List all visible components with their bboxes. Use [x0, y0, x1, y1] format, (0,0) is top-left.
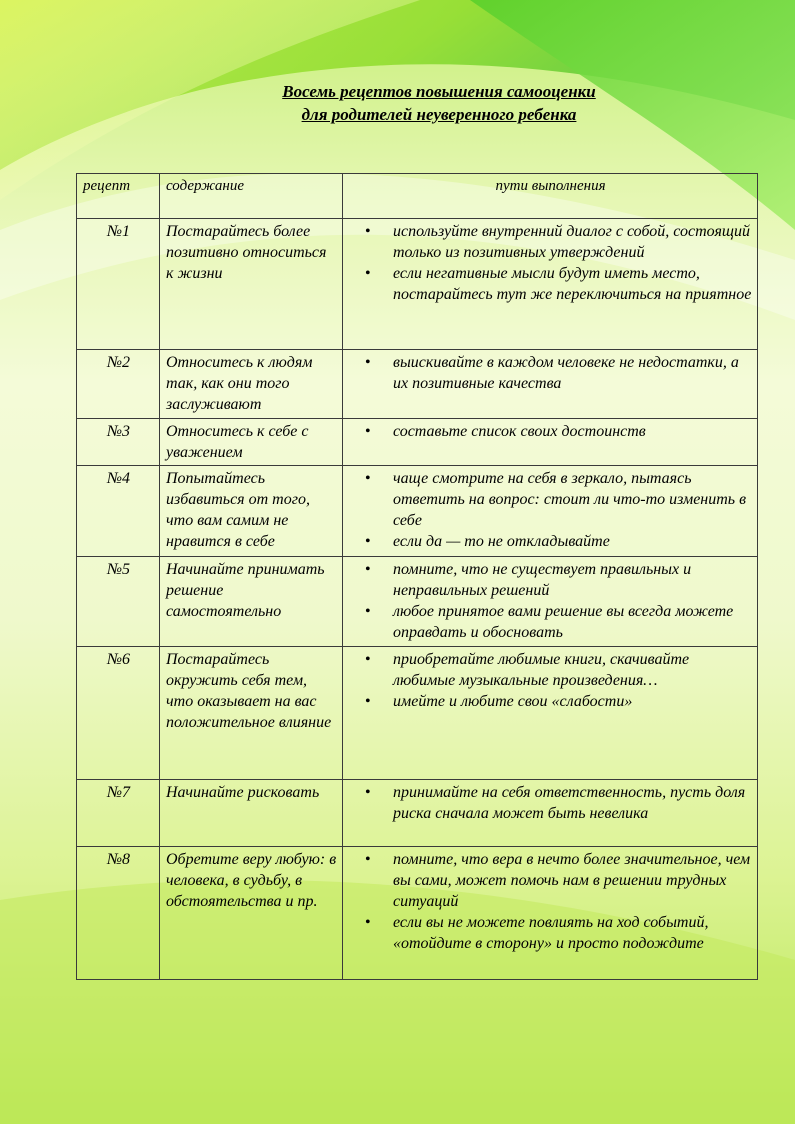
page-title — [0, 80, 795, 126]
header-content: содержание — [160, 174, 343, 219]
list-item: • используйте внутренний диалог с собой, состоящий только из позитивных утверждений — [393, 221, 752, 263]
list-item: • составьте список своих достоинств — [393, 421, 752, 442]
recipe-content: Начинайте рисковать — [160, 780, 343, 847]
header-recipe: рецепт — [77, 174, 160, 219]
recipe-ways — [343, 780, 758, 847]
list-item: • помните, что вера в нечто более значительное, чем вы сами, может помочь нам в решении трудных ситуаций — [393, 849, 752, 912]
recipe-ways — [343, 350, 758, 419]
recipe-content: Относитесь к себе с уважением — [160, 419, 343, 466]
table-row — [77, 350, 758, 419]
recipe-content: Относитесь к людям так, как они того заслуживают — [160, 350, 343, 419]
header-ways: пути выполнения — [343, 174, 758, 219]
recipe-content: Попытайтесь избавиться от того, что вам самим не нравится в себе — [160, 466, 343, 557]
table-row — [77, 780, 758, 847]
recipe-content: Постарайтесь окружить себя тем, что оказывает на вас положительное влияние — [160, 647, 343, 780]
list-item: • любое принятое вами решение вы всегда можете оправдать и обосновать — [393, 601, 752, 643]
recipe-ways — [343, 647, 758, 780]
table-row — [77, 419, 758, 466]
recipe-content: Постарайтесь более позитивно относиться к жизни — [160, 219, 343, 350]
recipe-number: №8 — [77, 847, 160, 980]
recipe-ways — [343, 847, 758, 980]
list-item: • приобретайте любимые книги, скачивайте любимые музыкальные произведения… — [393, 649, 752, 691]
recipe-ways — [343, 557, 758, 647]
list-item: • имейте и любите свои «слабости» — [393, 691, 752, 712]
recipes-table — [76, 173, 758, 980]
list-item: • если да — то не откладывайте — [393, 531, 752, 552]
recipe-ways — [343, 466, 758, 557]
list-item: • принимайте на себя ответственность, пусть доля риска сначала может быть невелика — [393, 782, 752, 824]
recipe-ways — [343, 219, 758, 350]
list-item: • если вы не можете повлиять на ход событий, «отойдите в сторону» и просто подождите — [393, 912, 752, 954]
recipe-number: №5 — [77, 557, 160, 647]
table-row — [77, 647, 758, 780]
table-header-row — [77, 174, 758, 219]
recipe-content: Начинайте принимать решение самостоятельно — [160, 557, 343, 647]
title-line-1: Восемь рецептов повышения самооценки — [282, 82, 596, 101]
recipe-number: №6 — [77, 647, 160, 780]
list-item: • если негативные мысли будут иметь место, постарайтесь тут же переключиться на приятное — [393, 263, 752, 305]
list-item: • выискивайте в каждом человеке не недостатки, а их позитивные качества — [393, 352, 752, 394]
list-item: • чаще смотрите на себя в зеркало, пытаясь ответить на вопрос: стоит ли что-то изменить в себе — [393, 468, 752, 531]
recipe-number: №4 — [77, 466, 160, 557]
table-row — [77, 847, 758, 980]
recipe-number: №2 — [77, 350, 160, 419]
recipe-ways — [343, 419, 758, 466]
recipe-content: Обретите веру любую: в человека, в судьбу, в обстоятельства и пр. — [160, 847, 343, 980]
table-row — [77, 466, 758, 557]
recipe-number: №7 — [77, 780, 160, 847]
table-row — [77, 557, 758, 647]
recipe-number: №1 — [77, 219, 160, 350]
title-line-2: для родителей неуверенного ребенка — [301, 105, 577, 124]
list-item: • помните, что не существует правильных и неправильных решений — [393, 559, 752, 601]
recipe-number: №3 — [77, 419, 160, 466]
table-row — [77, 219, 758, 350]
